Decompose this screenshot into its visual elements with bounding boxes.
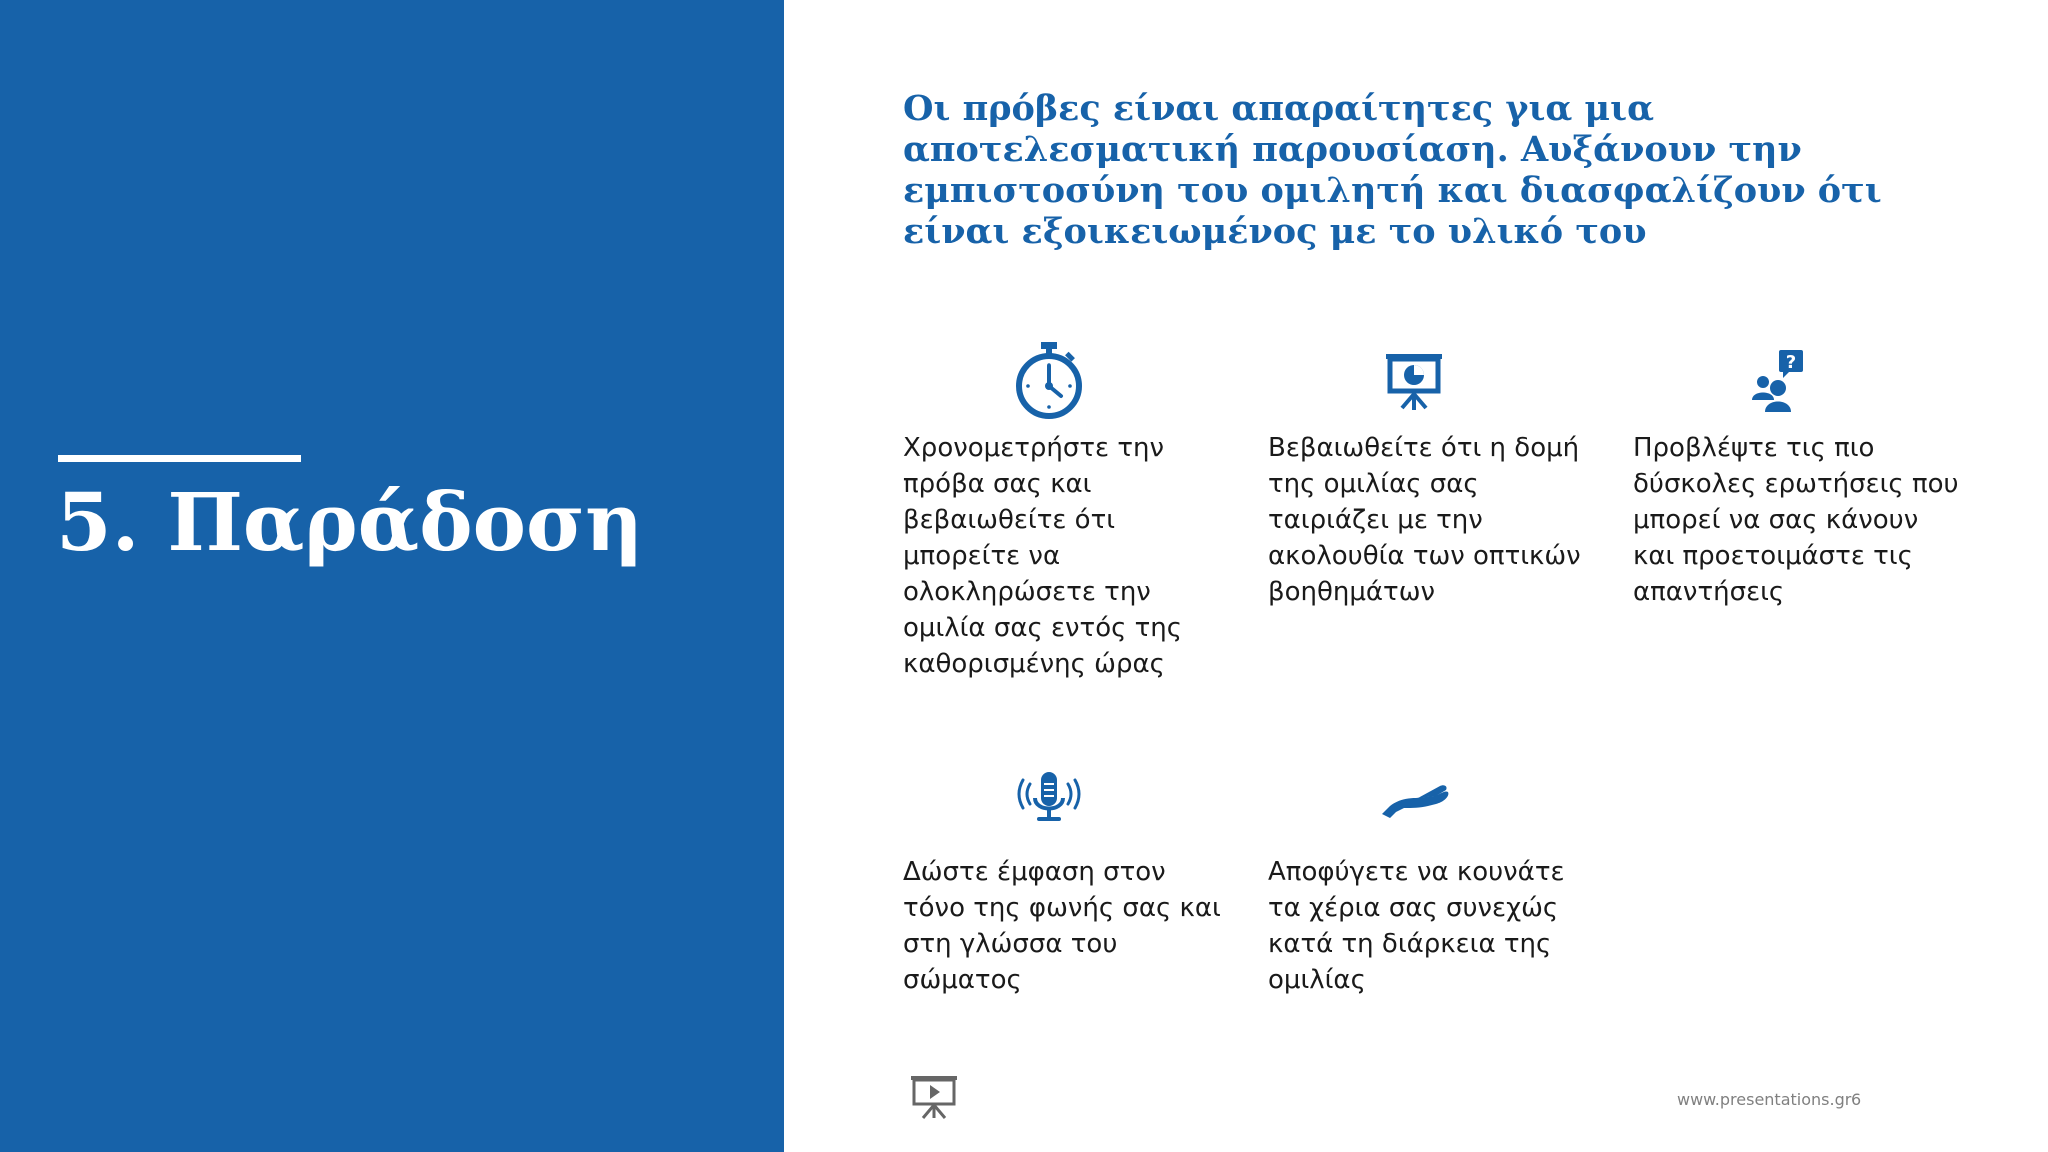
- tip-text: Προβλέψτε τις πιο δύσκολες ερωτήσεις που μπορεί να σας κάνουν και προετοιμάστε τις απαντήσεις: [1633, 433, 1959, 607]
- audience-question-icon: [1743, 338, 1963, 422]
- tip-item: [1268, 338, 1598, 610]
- title-panel: [0, 0, 784, 1152]
- stopwatch-icon: [1013, 338, 1233, 422]
- microphone-icon: [1013, 762, 1233, 846]
- tip-item: [903, 338, 1233, 682]
- slide-title: 5. Παράδοση: [56, 475, 644, 569]
- intro-paragraph: Οι πρόβες είναι απαραίτητες για μια αποτελεσματική παρουσίαση. Αυξάνουν την εμπιστοσύνη του ομιλητή και διασφαλίζουν ότι είναι εξοικειωμένος με το υλικό του: [903, 88, 1882, 252]
- tip-text: Αποφύγετε να κουνάτε τα χέρια σας συνεχώς κατά τη διάρκεια της ομιλίας: [1268, 857, 1565, 995]
- tip-text: Βεβαιωθείτε ότι η δομή της ομιλίας σας ταιριάζει με την ακολουθία των οπτικών βοηθημάτων: [1268, 433, 1581, 607]
- tip-item: [1633, 338, 1963, 610]
- tip-item: [903, 762, 1233, 998]
- tip-text: Χρονομετρήστε την πρόβα σας και βεβαιωθείτε ότι μπορείτε να ολοκληρώσετε την ομιλία σας εντός της καθορισμένης ώρας: [903, 433, 1183, 679]
- presentation-logo-icon: [909, 1072, 959, 1122]
- open-hand-icon: [1378, 762, 1598, 846]
- title-rule: [58, 455, 301, 462]
- presentation-board-icon: [1378, 338, 1598, 422]
- page-number: 6: [1851, 1090, 1862, 1109]
- svg-text:?: ?: [1785, 352, 1797, 373]
- footer-url[interactable]: www.presentations.gr: [1677, 1090, 1852, 1109]
- tip-item: [1268, 762, 1598, 998]
- tip-text: Δώστε έμφαση στον τόνο της φωνής σας και στη γλώσσα του σώματος: [903, 857, 1221, 995]
